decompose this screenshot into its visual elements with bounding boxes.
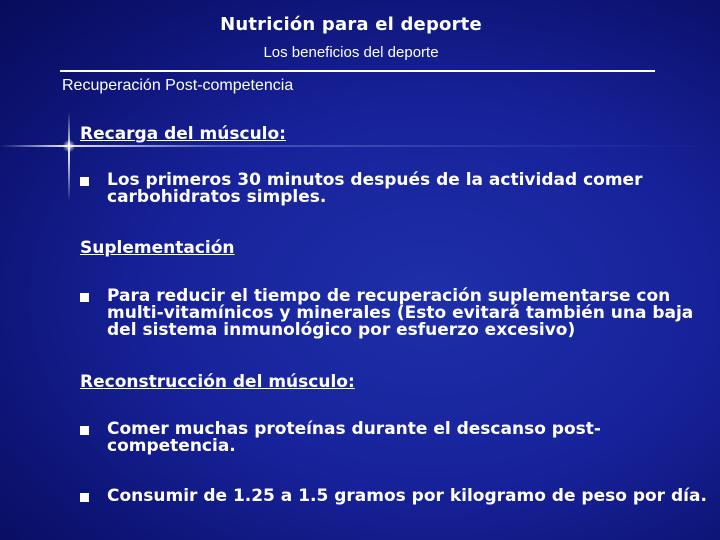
section-heading: Recuperación Post-competencia [62,77,294,94]
heading-reconstruccion: Reconstrucción del músculo: [80,372,355,392]
title-divider [60,70,655,72]
bullet-text: Comer muchas proteínas durante el descanso post-competencia. [107,419,601,456]
slide-subtitle: Los beneficios del deporte [263,44,439,61]
square-bullet-icon [80,177,89,186]
bullet-text: Consumir de 1.25 a 1.5 gramos por kilogramo de peso por día. [107,486,707,506]
heading-recarga: Recarga del músculo: [80,124,286,144]
light-flare-vertical [68,112,70,202]
square-bullet-icon [80,426,89,435]
bullet-text: Los primeros 30 minutos después de la actividad comer carbohidratos simples. [107,170,643,207]
light-flare-center [62,140,76,152]
light-flare-horizontal [0,145,720,147]
square-bullet-icon [80,293,89,302]
heading-suplementacion: Suplementación [80,238,235,258]
bullet-text: Para reducir el tiempo de recuperación suplementarse con multi-vitamínicos y minerales (Esto evitará también una baja del sistema inmunológico por esfuerzo excesivo) [107,286,694,340]
slide-title: Nutrición para el deporte [220,14,482,35]
square-bullet-icon [80,493,89,502]
